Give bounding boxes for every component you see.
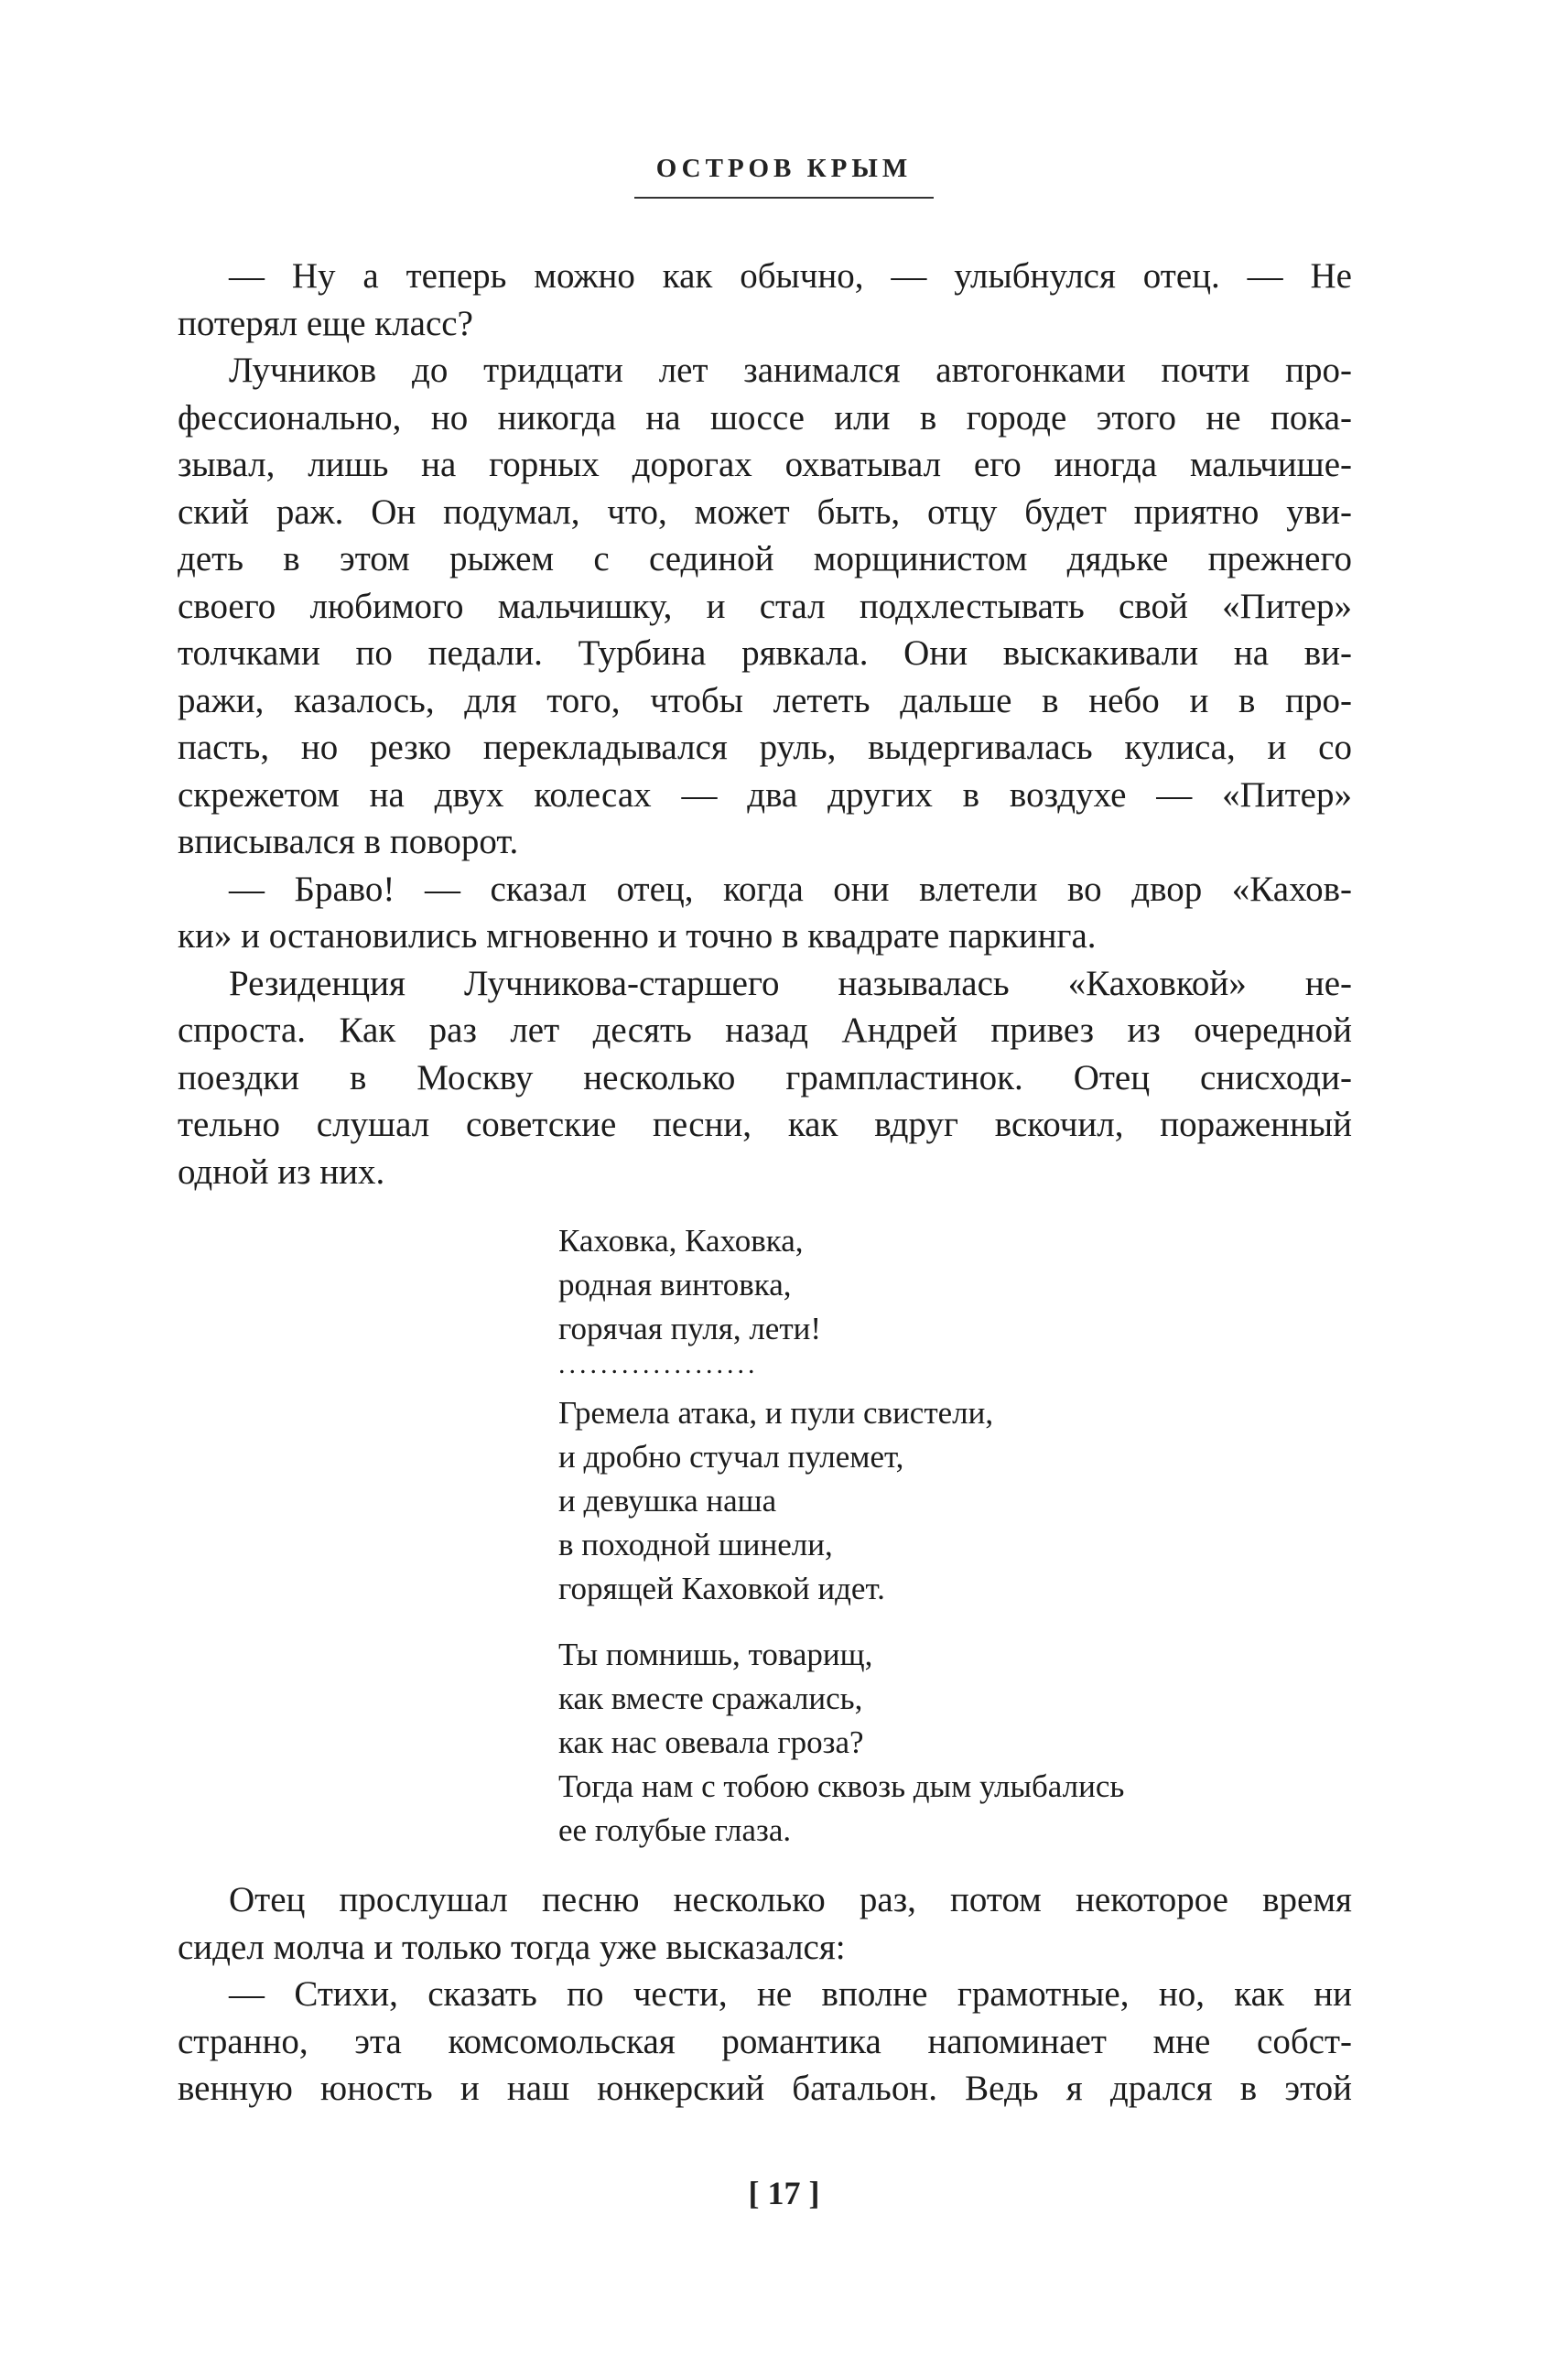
text-line: потерял еще класс? — [178, 303, 473, 343]
poem-line: в походной шинели, — [558, 1527, 833, 1562]
text-line: вписывался в поворот. — [178, 822, 519, 861]
text-line: ки» и остановились мгновенно и точно в квадрате паркинга. — [178, 916, 1097, 956]
poem-ellipsis-divider: ................... — [558, 1349, 759, 1379]
text-line: странно, эта комсомольская романтика напоминает мне собст- — [178, 2021, 1352, 2061]
poem-line: Каховка, Каховка, — [558, 1223, 804, 1259]
paragraph — [178, 253, 1352, 347]
text-line: спроста. Как раз лет десять назад Андрей привез из очередной — [178, 1011, 1352, 1050]
text-line: — Ну а теперь можно как обычно, — улыбнулся отец. — Не — [229, 256, 1352, 296]
text-line: деть в этом рыжем с сединой морщинистом дядьке прежнего — [178, 539, 1352, 578]
text-line: Резиденция Лучникова-старшего называлась «Каховкой» не- — [229, 963, 1352, 1003]
page-number: [ 17 ] — [748, 2175, 820, 2211]
poem-line: как вместе сражались, — [558, 1681, 863, 1716]
text-line: своего любимого мальчишку, и стал подхлестывать свой «Питер» — [178, 586, 1352, 626]
page-body — [178, 253, 1352, 2113]
poem-line: горящей Каховкой идет. — [558, 1571, 885, 1606]
text-line: ражи, казалось, для того, чтобы лететь дальше в небо и в про- — [178, 680, 1352, 720]
poem-line: Гремела атака, и пули свистели, — [558, 1395, 994, 1431]
running-header — [0, 154, 1568, 199]
text-line: пасть, но резко перекладывался руль, выдергивалась кулиса, и со — [178, 728, 1352, 767]
paragraph — [178, 866, 1352, 960]
text-line: ский раж. Он подумал, что, может быть, отцу будет приятно уви- — [178, 492, 1352, 532]
paragraph — [178, 960, 1352, 1196]
book-title: ОСТРОВ КРЫМ — [634, 154, 934, 199]
text-line: венную юность и наш юнкерский батальон. Ведь я дрался в этой — [178, 2069, 1352, 2108]
text-line: тельно слушал советские песни, как вдруг вскочил, пораженный — [178, 1105, 1352, 1144]
paragraph — [178, 1971, 1352, 2113]
text-line: — Браво! — сказал отец, когда они влетели во двор «Кахов- — [229, 869, 1352, 909]
poem-line: ее голубые глаза. — [558, 1812, 792, 1848]
text-line: одной из них. — [178, 1151, 385, 1192]
paragraph — [178, 1876, 1352, 1971]
text-line: поездки в Москву несколько грампластинок. Отец снисходи- — [178, 1057, 1352, 1097]
text-line: зывал, лишь на горных дорогах охватывал его иногда мальчише- — [178, 445, 1352, 484]
text-line: толчками по педали. Турбина рявкала. Они выскакивали на ви- — [178, 633, 1352, 673]
text-line: Лучников до тридцати лет занимался автогонками почти про- — [229, 351, 1352, 390]
poem-line: и дробно стучал пулемет, — [558, 1439, 904, 1475]
poem-line: и девушка наша — [558, 1483, 777, 1519]
text-line: скрежетом на двух колесах — два других в воздухе — «Питер» — [178, 774, 1352, 815]
text-line: Отец прослушал песню несколько раз, потом некоторое время — [229, 1880, 1352, 1919]
text-line: сидел молча и только тогда уже высказался: — [178, 1927, 846, 1967]
poem-line: Ты помнишь, товарищ, — [558, 1637, 873, 1672]
poem-line: как нас овевала гроза? — [558, 1724, 864, 1760]
paragraph — [178, 347, 1352, 866]
poem-line: Тогда нам с тобою сквозь дым улыбались — [558, 1768, 1125, 1804]
poem-block — [558, 1195, 1352, 1876]
poem-line: родная винтовка, — [558, 1267, 792, 1302]
text-line: — Стихи, сказать по чести, не вполне грамотные, но, как ни — [229, 1974, 1352, 2014]
poem-line: горячая пуля, лети! — [558, 1311, 822, 1346]
text-line: фессионально, но никогда на шоссе или в городе этого не пока- — [178, 397, 1352, 438]
stanza-gap — [558, 1611, 1352, 1633]
